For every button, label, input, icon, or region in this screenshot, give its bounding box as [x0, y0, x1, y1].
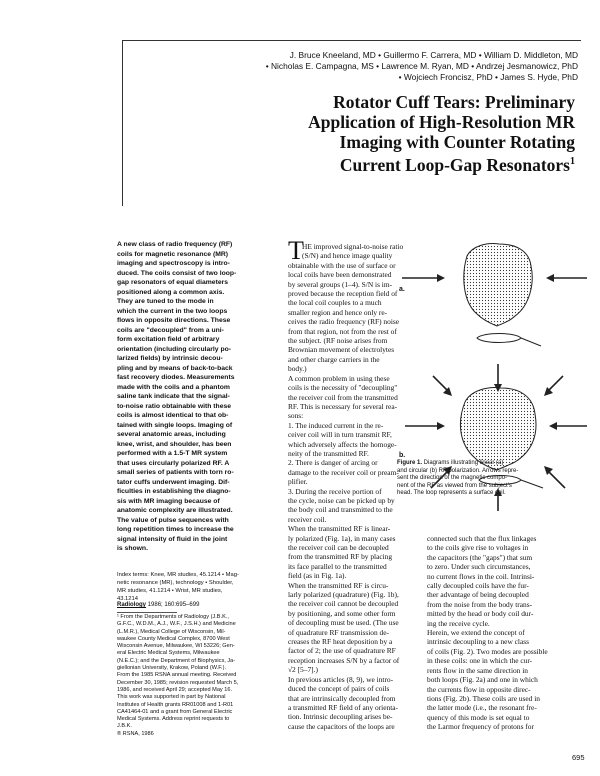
footnote-line: ® RSNA, 1986 [117, 730, 154, 737]
body-line: the local coil couples to a much [288, 298, 382, 308]
body-line: A common problem in using these [288, 373, 390, 383]
arrow-tl-b [433, 376, 447, 390]
abstract-line: which the current in the two loops [117, 307, 228, 315]
body-line: sons: [288, 411, 304, 421]
author-line: J. Bruce Kneeland, MD • Guillermo F. Carrera, MD • William D. Middleton, MD [289, 50, 578, 60]
footnote-line: Wisconsin Avenue, Milwaukee, WI 53226; Gen- [117, 643, 235, 650]
abstract [117, 240, 281, 554]
body-line: plifier. [288, 477, 308, 487]
body-line: √2 [5–7].) [288, 665, 318, 675]
body-line: Herein, we extend the concept of [427, 628, 525, 638]
body-line: the Larmor frequency of protons for [427, 722, 534, 732]
body-line: to zero. Under such circumstances, [427, 562, 531, 572]
body-line: the body coil and transmitted to the [288, 505, 393, 515]
body-line: from that region, not from the rest of [288, 326, 397, 336]
caption-label: Figure 1. [397, 460, 423, 466]
body-line: by positioning, and some other form [288, 608, 396, 618]
head-shape-b [460, 388, 536, 470]
title-line [131, 152, 575, 175]
abstract-line: made with the coils and a phantom [117, 383, 230, 391]
body-line: 1. The induced current in the re- [288, 420, 384, 430]
body-line: which adversely affects the homoge- [288, 439, 397, 449]
abstract-line: duced. The coils consist of two loop- [117, 269, 237, 277]
footnote-line: eral Electric Medical Systems, Milwaukee [117, 650, 220, 657]
footnote-line: December 30, 1985; revision requested March 5, [117, 679, 239, 686]
abstract-line: ficulties in establishing the diagno- [117, 488, 231, 495]
body-line: ceiver coil will in turn transmit RF, [288, 430, 392, 440]
footnote-line: J.B.K. [117, 723, 132, 730]
abstract-line: several anatomic areas, including [117, 431, 226, 438]
body-line: RF. This is necessary for several rea- [288, 401, 398, 411]
body-line: When the transmitted RF is circu- [288, 580, 389, 590]
body-line: of coils (Fig. 2). Two modes are possible [427, 646, 548, 656]
body-line: smaller region and hence only re- [288, 307, 388, 317]
body-line: a transmitted RF field of any orienta- [288, 702, 399, 712]
body-line: and other charge carriers in the [288, 354, 380, 364]
figure-label-b: b. [399, 452, 406, 459]
body-line: intrinsic decoupling to a new class [427, 637, 530, 647]
abstract-line: saline tank indicate that the signal- [117, 393, 230, 400]
head-shape-a [464, 244, 532, 327]
body-line: HE improved signal-to-noise ratio [302, 242, 404, 251]
author-list [131, 50, 578, 83]
body-line: from the noise from the body trans- [427, 599, 533, 609]
figure-label-a: a. [399, 286, 405, 293]
body-line: In previous articles (8, 9), we intro- [288, 674, 394, 684]
abstract-line: The value of pulse sequences with [117, 516, 229, 524]
body-line: creases the RF heat deposition by a [288, 637, 393, 647]
abstract-line: pling and by means of back-to-back [117, 364, 233, 372]
body-line: the receiver coil can be decoupled [288, 543, 389, 552]
journal-name: Radiology [117, 602, 147, 608]
footnote-line: 1986, and received April 29; accepted May 16. [117, 686, 233, 693]
index-term-line: MR studies, 41.1214 • Wrist, MR studies, [117, 588, 223, 594]
body-line: larly polarized (quadrature) (Fig. 1b), [288, 590, 399, 600]
body-line: duced the concept of pairs of coils [288, 684, 390, 694]
body-line: ly polarized (Fig. 1a), in many cases [288, 533, 396, 543]
abstract-line: anatomic complexity are illustrated. [117, 507, 233, 514]
body-line: to the coils give rise to voltages in [427, 543, 529, 553]
abstract-line: tator cuffs underwent imaging. Dif- [117, 478, 230, 486]
abstract-line: tained with single loops. Imaging of [117, 421, 233, 429]
abstract-line: that uses circularly polarized RF. A [117, 459, 230, 467]
body-line: mitted by the head or body coil dur- [427, 609, 534, 619]
coil-loop-a [477, 334, 521, 343]
body-line: damage to the receiver coil or pream- [288, 467, 399, 477]
body-line: both loops (Fig. 2a) and one in which [427, 675, 538, 685]
affiliation-footnote [117, 614, 281, 738]
abstract-line: flows in opposite directions. These [117, 317, 231, 324]
footnote-line: CA41464-01 and a grant from General Electric [117, 708, 233, 715]
body-line: rents flow in the same direction in [427, 665, 528, 675]
caption-line: and circular (b) RF polarization. Arrows repre- [397, 467, 519, 474]
footnote-line: waukee County Medical Complex, 8700 West [117, 635, 230, 642]
footnote-line: Medical Systems. Address reprint requests to [117, 716, 230, 723]
footnote-line: Institutes of Health grants RR01008 and 1-R01 [117, 701, 234, 708]
body-line: the capacitors (the "gaps") that sum [427, 552, 533, 562]
abstract-line: signal intensity of fluid in the joint [117, 535, 228, 543]
index-term-line: Index terms: Knee, MR studies, 45.1214 • Mag- [117, 572, 239, 578]
body-line: cally decoupled coils have the fur- [427, 581, 529, 591]
body-line: the latter mode (i.e., the resonant fre- [427, 703, 537, 713]
title-footnote-mark: 1 [570, 156, 575, 167]
footnote-line: G.F.C., W.D.M., A.J., W.F., J.S.H.) and Medicine [117, 621, 236, 628]
body-line: ther advantage of being decoupled [427, 590, 529, 600]
abstract-line: to-noise ratio obtainable with these [117, 402, 232, 410]
body-line: local coils have been demonstrated [288, 270, 392, 280]
body-line: ing the receive cycle. [427, 618, 490, 628]
footnote-line: ¹ From the Departments of Radiology (J.B.K., [117, 614, 229, 620]
journal-citation [117, 601, 281, 609]
coil-lead-a [521, 338, 541, 346]
body-line: obtainable with the use of surface or [288, 260, 396, 270]
abstract-line: positioned along a common axis. [117, 288, 225, 296]
abstract-line: They are tuned to the mode in [117, 298, 214, 305]
body-line: the subject. (RF noise arises from [288, 336, 388, 346]
body-column-3 [427, 534, 589, 732]
caption-line: head. The loop represents a surface coil. [397, 490, 506, 497]
body-line: neity of the transmitted RF. [288, 448, 369, 458]
body-line: When the transmitted RF is linear- [288, 524, 391, 534]
article-title [131, 92, 575, 175]
title-line: Rotator Cuff Tears: Preliminary [333, 92, 575, 112]
body-line: cause the capacitors of the loops are [288, 721, 395, 731]
body-line: factor of 2; the use of quadrature RF [288, 646, 396, 656]
arrow-left-b-head [437, 422, 445, 430]
abstract-line: larized fields) by intrinsic decou- [117, 355, 223, 362]
abstract-line: coils are "decoupled" from a uni- [117, 326, 224, 334]
citation-text: 1986; 160:695–699 [146, 602, 200, 608]
arrow-right-b-head [549, 422, 557, 430]
page-number: 695 [572, 753, 585, 762]
footnote-line: giellonian University, Krakow, Poland (W.F.). [117, 665, 227, 672]
body-line: its face parallel to the transmitted [288, 561, 387, 571]
arrow-left-a-head [437, 274, 445, 282]
author-line: • Nicholas E. Campagna, MS • Lawrence M. Ryan, MD • Andrzej Jesmanowicz, PhD [265, 61, 578, 71]
abstract-line: coils for magnetic resonance (MR) [117, 250, 229, 258]
body-line: in these coils: one in which the cur- [427, 656, 533, 666]
abstract-line: is shown. [117, 545, 148, 552]
abstract-line: orientation (including circularly po- [117, 345, 232, 353]
body-line: receiver coil. [288, 514, 327, 524]
body-line: coils is the necessity of "decoupling" [288, 383, 398, 393]
index-term-line: 43.1214 [117, 596, 138, 602]
body-line: connected such that the flux linkages [427, 534, 537, 543]
figure-1-caption [397, 460, 592, 498]
body-line: that are intrinsically decoupled from [288, 693, 396, 703]
body-line: body.) [288, 364, 307, 374]
drop-cap: T [288, 236, 304, 265]
panel-a [402, 244, 587, 347]
body-line: proved because the reception field of [288, 289, 398, 299]
body-line: ceives the radio frequency (RF) noise [288, 317, 400, 327]
abstract-line: imaging and spectroscopy is intro- [117, 260, 230, 267]
body-line: quency of this mode is set equal to [427, 712, 530, 722]
body-line: tions (Fig. 2b). These coils are used in [427, 693, 540, 703]
body-line: field (as in Fig. 1a). [288, 571, 347, 581]
body-line: by several groups (1–4). S/N is im- [288, 279, 393, 289]
abstract-line: sis with MR imaging because of [117, 497, 220, 505]
abstract-line: performed with a 1.5-T MR system [117, 450, 228, 457]
body-line: the cycle, noise can be picked up by [288, 495, 395, 505]
index-term-line: netic resonance (MR), technology • Shoulder, [117, 580, 234, 586]
abstract-line: coils is almost identical to that ob- [117, 412, 229, 419]
abstract-line: small series of patients with torn ro- [117, 469, 234, 476]
body-line: 3. During the receive portion of [288, 486, 382, 496]
abstract-line: A new class of radio frequency (RF) [117, 241, 233, 248]
body-line: from the transmitted RF by placing [288, 552, 393, 562]
index-terms [117, 571, 281, 603]
body-line: of quadrature RF transmission de- [288, 627, 389, 637]
arrow-tr-b [549, 376, 563, 390]
abstract-line: knee, wrist, and shoulder, has been [117, 440, 232, 448]
body-line: the currents flow in opposite direc- [427, 684, 531, 694]
body-line: Brownian movement of electrolytes [288, 345, 395, 355]
title-line: Application of High-Resolution MR [308, 112, 575, 132]
footnote-divider [117, 612, 177, 613]
abstract-line: gap resonators of equal diameters [117, 279, 229, 286]
abstract-line: long repetition times to increase the [117, 526, 234, 533]
footnote-line: (L.M.R.), Medical College of Wisconsin, Mil- [117, 628, 226, 635]
title-line-text: Current Loop-Gap Resonators [339, 154, 570, 175]
caption-line [397, 460, 592, 468]
body-line: no current flows in the coil. Intrinsi- [427, 571, 535, 581]
title-line: Imaging with Counter Rotating [339, 132, 575, 152]
author-line: • Wojciech Froncisz, PhD • James S. Hyde, PhD [398, 72, 578, 82]
body-line: reception increases S/N by a factor of [288, 655, 400, 665]
footnote-line: This work was supported in part by National [117, 694, 226, 701]
caption-text: Diagrams illustrating linear (a) [422, 460, 504, 466]
body-line: (S/N) and hence image quality [302, 251, 393, 261]
footnote-line: From the 1985 RSNA annual meeting. Received [117, 672, 237, 679]
body-line: 2. There is danger of arcing or [288, 458, 378, 468]
footnote-line: (N.E.C.); and the Department of Biophysics, Ja- [117, 657, 236, 664]
body-line: of decoupling must be used. (The use [288, 618, 399, 628]
body-line: the receiver coil cannot be decoupled [288, 599, 399, 609]
abstract-line: form excitation field of arbitrary [117, 336, 220, 343]
body-line: tion. Intrinsic decoupling arises be- [288, 712, 393, 722]
caption-line: nent of the RF as viewed from the subject's [397, 482, 512, 489]
abstract-line: fast recovery diodes. Measurements [117, 374, 235, 381]
arrow-right-a-head [546, 274, 554, 282]
body-line: the receiver coil from the transmitted [288, 392, 398, 402]
caption-line: sent the direction of the magnetic compo- [397, 475, 508, 482]
